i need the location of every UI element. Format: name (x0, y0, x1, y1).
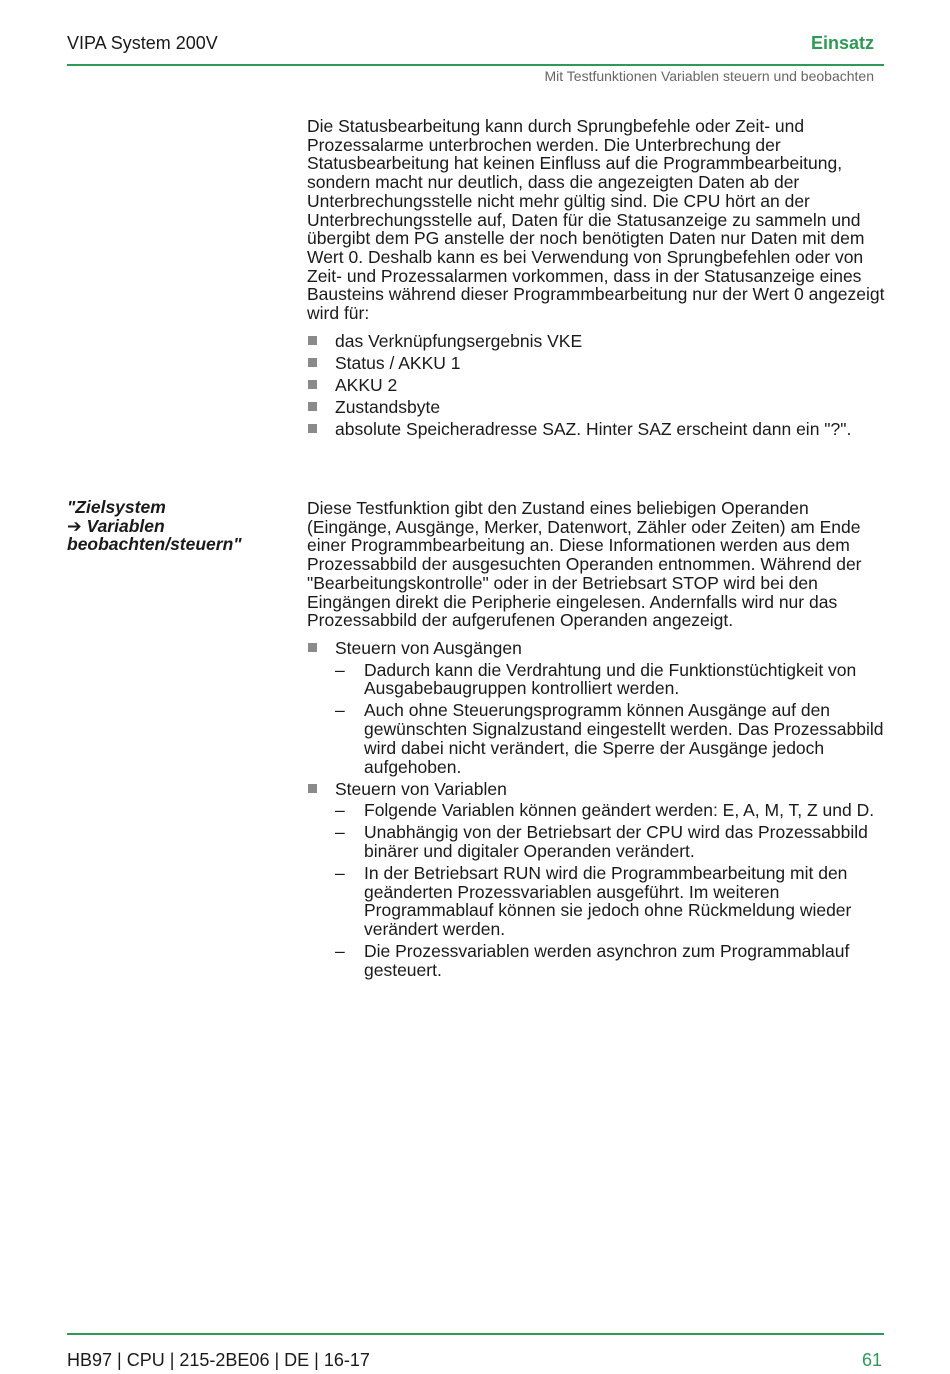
header-chapter: Einsatz (810, 33, 874, 53)
dash-icon: – (335, 800, 345, 821)
list-item: Status / AKKU 1 (307, 354, 887, 373)
list-item: absolute Speicheradresse SAZ. Hinter SAZ erscheint dann ein "?". (307, 420, 887, 439)
list-item: Steuern von Variablen – Folgende Variablen können geändert werden: E, A, M, T, Z und D. – Unabhängig von der Betriebsart der CPU wird das Prozessabbild binärer und digitaler Operanden verändert. – In der Betriebsart RUN wird die Programmbearbeitung mit den geänderten Prozessvariablen ausgeführt. Im weiteren Programmablauf können sie jedoch ohne Rückmeldung wieder verändert werden. – Die Prozessvariablen werden asynchron zum Programmablauf gesteuert. (307, 780, 887, 980)
status-bullet-list (307, 332, 887, 442)
status-paragraph: Die Statusbearbeitung kann durch Sprungbefehle oder Zeit- und Prozessalarme unterbrochen werden. Die Unterbrechung der Statusbearbeitung hat keinen Einfluss auf die Programmbearbeitung, sondern macht nur deutlich, dass die angezeigten Daten ab der Unterbrechungsstelle nicht mehr gültig sind. Die CPU hört an der Unterbrechungsstelle auf, Daten für die Statusanzeige zu sammeln und übergibt dem PG anstelle der noch benötigten Daten nur Daten mit dem Wert 0. Deshalb kann es bei Verwendung von Sprungbefehlen oder von Zeit- und Prozessalarmen vorkommen, dass in der Statusanzeige eines Bausteins während dieser Programmbearbeitung nur der Wert 0 angezeigt wird für: (307, 116, 885, 324)
footer-doc-info: HB97 | CPU | 215-2BE06 | DE | 16-17 (67, 1350, 370, 1370)
dash-icon: – (335, 862, 345, 883)
square-bullet-icon (308, 358, 317, 367)
footer-divider (67, 1333, 884, 1335)
side-heading (67, 498, 242, 554)
sub-list-item: – Die Prozessvariablen werden asynchron zum Programmablauf gesteuert. (335, 941, 850, 980)
list-item: AKKU 2 (307, 376, 887, 395)
testfunction-paragraph: Diese Testfunktion gibt den Zustand eines beliebigen Operanden (Eingänge, Ausgänge, Merker, Datenwort, Zähler oder Zeiten) am Ende einer Programmbearbeitung an. Diese Informationen werden aus dem Prozessabbild der ausgesuchten Operanden entnommen. Während der "Bearbeitungskontrolle" oder in der Betriebsart STOP wird bei den Eingängen direkt die Peripherie eingelesen. Andernfalls wird nur das Prozessabbild der aufgerufenen Operanden angezeigt. (307, 498, 862, 631)
square-bullet-icon (308, 784, 317, 793)
side-heading-line2: Variablen (86, 515, 165, 536)
header-divider (67, 64, 884, 66)
square-bullet-icon (308, 380, 317, 389)
testfunction-bullet-list (307, 639, 887, 983)
list-item: Steuern von Ausgängen – Dadurch kann die Verdrahtung und die Funktionstüchtigkeit von Ausgabebaugruppen kontrolliert werden. – Auch ohne Steuerungsprogramm können Ausgänge auf den gewünschten Signalzustand eingestellt werden. Das Prozessabbild wird dabei nicht verändert, die Sperre der Ausgänge jedoch aufgehoben. (307, 639, 887, 776)
square-bullet-icon (308, 424, 317, 433)
sub-list-item: – Dadurch kann die Verdrahtung und die Funktionstüchtigkeit von Ausgabebaugruppen kontrolliert werden. (335, 659, 857, 699)
dash-icon: – (335, 700, 345, 721)
page-number: 61 (861, 1350, 882, 1370)
side-heading-line3: beobachten/steuern" (67, 534, 242, 555)
side-heading-line1: "Zielsystem (67, 497, 166, 517)
sub-list (335, 801, 887, 979)
dash-icon: – (335, 822, 345, 843)
list-item: das Verknüpfungsergebnis VKE (307, 332, 887, 351)
dash-icon: – (335, 659, 345, 680)
sub-list-item: – Unabhängig von der Betriebsart der CPU wird das Prozessabbild binärer und digitaler Operanden verändert. (335, 822, 868, 861)
dash-icon: – (335, 941, 345, 962)
arrow-right-icon: ➔ (67, 515, 82, 536)
square-bullet-icon (308, 402, 317, 411)
sub-list-item: – In der Betriebsart RUN wird die Programmbearbeitung mit den geänderten Prozessvariablen ausgeführt. Im weiteren Programmablauf können sie jedoch ohne Rückmeldung wieder verändert werden. (335, 862, 852, 940)
list-item: Zustandsbyte (307, 398, 887, 417)
sub-list-item: – Auch ohne Steuerungsprogramm können Ausgänge auf den gewünschten Signalzustand eingestellt werden. Das Prozessabbild wird dabei nicht verändert, die Sperre der Ausgänge jedoch aufgehoben. (335, 700, 884, 777)
header-section: Mit Testfunktionen Variablen steuern und beobachten (544, 68, 874, 84)
square-bullet-icon (308, 336, 317, 345)
sub-list (335, 661, 887, 777)
square-bullet-icon (308, 643, 317, 652)
sub-list-item: – Folgende Variablen können geändert werden: E, A, M, T, Z und D. (335, 800, 875, 821)
header-product: VIPA System 200V (67, 33, 218, 53)
